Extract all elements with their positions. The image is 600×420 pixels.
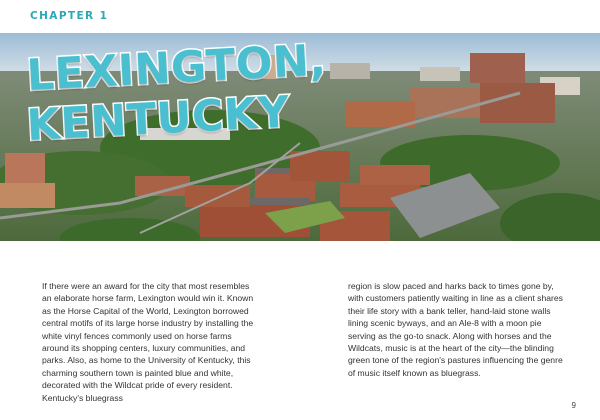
body-paragraph-right: region is slow paced and harks back to times gone by, with customers patiently waiting in line as a client shares their life story with a bank teller, hand-laid stone walls lining scenic byways, and an Ale-8 with a moon pie serving as the go-to snack. Along with horses and the Wildcats, music is at the heart of the city—the blinding green tone of the region's pastures influencing the genre of music itself known as bluegrass.	[348, 281, 563, 378]
body-paragraph-left: If there were an award for the city that most resembles an elaborate horse farm, Lexington would win it. Known as the Horse Capital of the World, Lexington borrowed central motifs of its large horse industry by installing the white vinyl fences commonly used on horse farms around its shopping centers, luxury communities, and parks. Also, as home to the University of Kentucky, this charming southern town is painted blue and white, decorated with the Wildcat pride of every resident. Kentucky's bluegrass	[42, 281, 254, 403]
title-line-1: LEXINGTON,	[25, 35, 328, 101]
aerial-city-photo	[0, 33, 600, 241]
body-column-right	[348, 280, 566, 379]
page-number: 9	[571, 401, 576, 410]
title-line-2: KENTUCKY	[25, 87, 291, 151]
body-column-left	[42, 280, 260, 404]
chapter-label: CHAPTER 1	[30, 10, 109, 22]
